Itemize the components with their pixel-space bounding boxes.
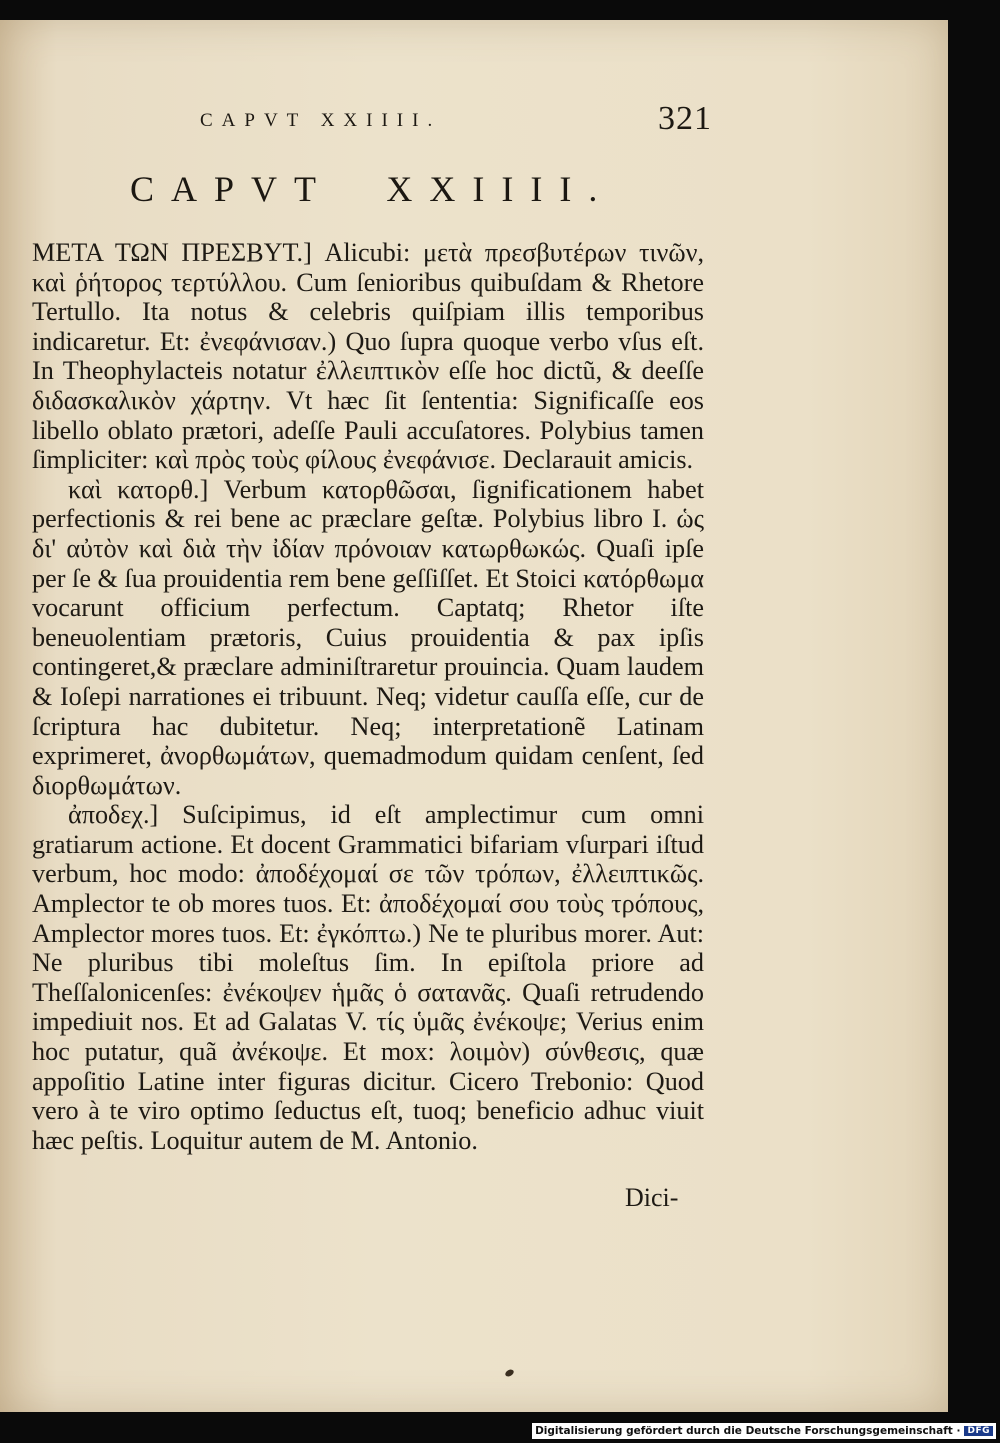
paragraph: ἀποδεχ.] Suſcipimus, id eſt amplectimur cum omni gratiarum actione. Et docent Grammatici bifariam vſurpari iſtud verbum, hoc modo: ἀποδέχομαί σε τῶν τρόπων, ἐλλειπτικῶς. Amplector te ob mores tuos. Et: ἀποδέχομαί σου τοὺς τρόπους, Amplector mores tuos. Et: ἐγκόπτω.) Ne te pluribus morer. Aut: Ne pluribus tibi moleſtus ſim. In epiſtola priore ad Theſſalonicenſes: ἐνέκοψεν ἡμᾶς ὁ σατανᾶς. Quaſi retrudendo impediuit nos. Et ad Galatas V. τίς ὑμᾶς ἐνέκοψε; Verius enim hoc putatur, quã ἀνέκοψε. Et mox: λοιμὸν) σύνθεσις, quæ appoſitio Latine inter figuras dicitur. Cicero Trebonio: Quod vero à te viro optimo ſeductus eſt, tuoq; beneficio adhuc viuit hæc peſtis. Loquitur autem de M. Antonio. xyxy=(32,800,704,1155)
digitization-credit xyxy=(532,1423,996,1439)
catchword: Dici- xyxy=(625,1183,679,1212)
book-page xyxy=(0,20,948,1412)
credit-text: Digitalisierung gefördert durch die Deutsche Forschungsgemeinschaft · xyxy=(535,1425,961,1437)
running-header: CAPVT XXIIII. xyxy=(200,110,442,131)
paragraph: ΜΕΤΑ ΤΩΝ ΠΡΕΣΒΥΤ.] Alicubi: μετὰ πρεσβυτέρων τινῶν, καὶ ῥήτορος τερτύλλου. Cum ſenioribus quibuſdam & Rhetore Tertullo. Ita notus & celebris quiſpiam illis temporibus indicaretur. Et: ἐνεφάνισαν.) Quo ſupra quoque verbo vſus eſt. In Theophylacteis notatur ἐλλειπτικὸν eſſe hoc dictũ, & deeſſe διδασκαλικὸν χάρτην. Vt hæc ſit ſententia: Significaſſe eos libello oblato prætori, adeſſe Pauli accuſatores. Polybius tamen ſimpliciter: καὶ πρὸς τοὺς φίλους ἐνεφάνισε. Declarauit amicis. xyxy=(32,238,704,475)
dfg-logo: DFG xyxy=(964,1426,993,1436)
page-number: 321 xyxy=(658,100,712,137)
paragraph: καὶ κατορθ.] Verbum κατορθῶσαι, ſignificationem habet perfectionis & rei bene ac præclare geſtæ. Polybius libro I. ὡς δι' αὐτὸν καὶ διὰ τὴν ἰδίαν πρόνοιαν κατωρθωκώς. Quaſi ipſe per ſe & ſua prouidentia rem bene geſſiſſet. Et Stoici κατόρθωμα vocarunt officium perfectum. Captatq; Rhetor iſte beneuolentiam prætoris, Cuius prouidentia & pax ipſis contingeret,& præclare adminiſtraretur prouincia. Quam laudem & Ioſepi narrationes ei tribuunt. Neq; videtur cauſſa eſſe, cur de ſcriptura hac dubitetur. Neq; interpretationẽ Latinam exprimeret, ἀνορθωμάτων, quemadmodum quidam cenſent, ſed διορθωμάτων. xyxy=(32,474,704,800)
chapter-title: CAPVT XXIIII. xyxy=(130,169,615,209)
ink-smudge xyxy=(504,1368,515,1378)
body-text xyxy=(32,238,704,1155)
